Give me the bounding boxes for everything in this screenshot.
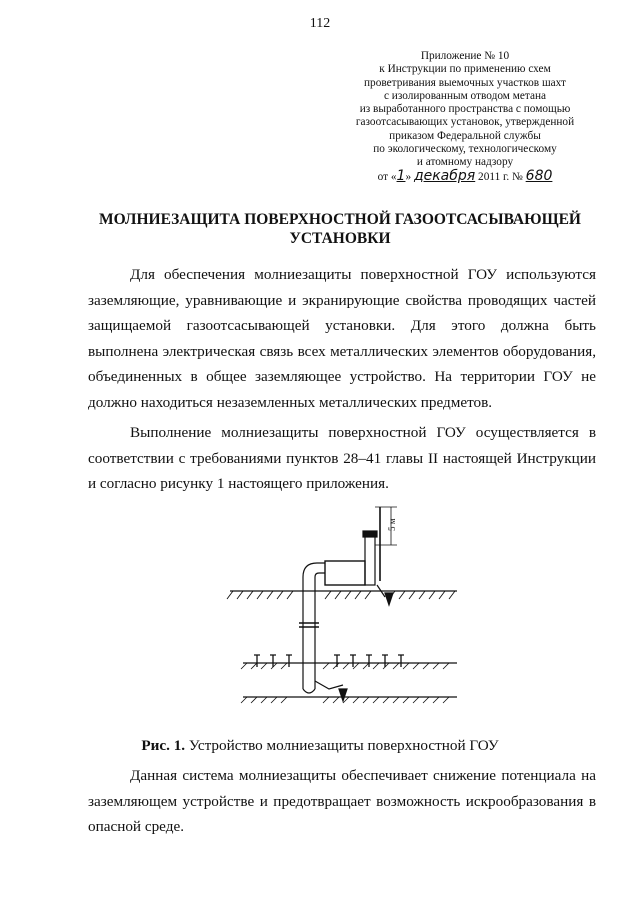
appendix-line: проветривания выемочных участков шахт: [364, 76, 566, 89]
drift-floor-hatch: [241, 697, 449, 703]
appendix-line: приказом Федеральной службы: [389, 129, 541, 142]
appendix-date-line: [340, 167, 590, 184]
date-month: декабря: [413, 167, 476, 184]
appendix-line: Приложение № 10: [420, 50, 510, 62]
figure-drawing: [225, 505, 465, 715]
title-line-1: МОЛНИЕЗАЩИТА ПОВЕРХНОСТНОЙ ГАЗООТСАСЫВАЮЩЕЙ: [99, 211, 581, 228]
caption-prefix: Рис. 1.: [141, 737, 186, 754]
paragraph-2: Выполнение молниезащиты поверхностной ГОУ осуществляется в соответствии с требованиями пунктов 28–41 главы II настоящей Инструкции и согласно рисунку 1 настоящего приложения.: [88, 424, 596, 492]
drift-ground-electrode: [339, 689, 347, 701]
title-line-2: УСТАНОВКИ: [289, 230, 391, 247]
figure-caption: [0, 737, 640, 755]
appendix-line: к Инструкции по применению схем: [379, 63, 551, 76]
date-day: 1: [396, 167, 406, 184]
dimension-label: 5 м: [387, 518, 397, 531]
appendix-line: газоотсасывающих установок, утвержденной: [355, 116, 575, 129]
date-year: 2011 г. №: [475, 170, 526, 183]
document-title: [60, 210, 620, 248]
date-prefix: от «: [377, 170, 397, 183]
drift-conductor: [315, 681, 343, 689]
gas-unit-body: [325, 561, 365, 585]
appendix-line: и атомному надзору: [416, 156, 514, 169]
paragraph-1: Для обеспечения молниезащиты поверхностной ГОУ используются заземляющие, уравнивающие и экранирующие свойства проводящих частей защищаемой газоотсасывающей установки. Для этого должна быть выполнена электрическая связь всех металлических элементов оборудования, объединенных в общее заземляющее устройство. На территории ГОУ не должно находиться незаземленных металлических предметов.: [88, 266, 596, 411]
pipe-elbow-inner: [315, 573, 325, 577]
paragraph-3: Данная система молниезащиты обеспечивает снижение потенциала на заземляющем устройстве и предотвращает возможность искрообразования в опасной среде.: [88, 767, 596, 835]
appendix-line: по экологическому, технологическому: [373, 143, 557, 156]
order-number: 680: [525, 167, 553, 184]
exhaust-stack: [365, 533, 375, 585]
surface-hatch: [227, 591, 455, 599]
page-number: 112: [309, 16, 331, 31]
appendix-header: [340, 50, 590, 184]
pipe-elbow-outer: [303, 563, 325, 577]
appendix-line: с изолированным отводом метана: [383, 89, 547, 102]
surface-ground-electrode: [385, 593, 393, 605]
pipe-bottom: [303, 689, 315, 693]
caption-text: Устройство молниезащиты поверхностной ГОУ: [185, 737, 499, 754]
date-mid: »: [405, 170, 414, 183]
roof-supports: [257, 655, 401, 667]
drift-roof-hatch: [241, 663, 449, 669]
lightning-protection-figure: [225, 505, 465, 720]
stack-cap: [363, 531, 377, 537]
appendix-line: из выработанного пространства с помощью: [359, 103, 571, 116]
